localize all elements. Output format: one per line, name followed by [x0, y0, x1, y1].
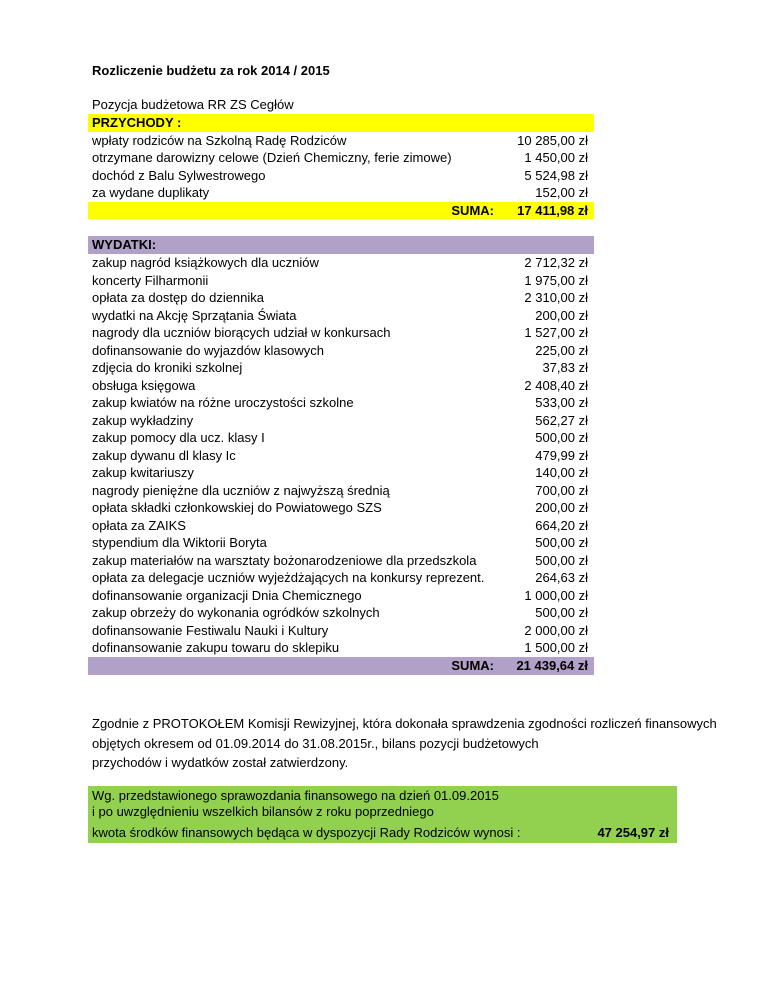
expense-row-amount: 500,00 zł: [535, 535, 588, 550]
expense-row-amount: 1 500,00 zł: [524, 640, 588, 655]
expense-row-label: zakup kwitariuszy: [92, 465, 194, 480]
income-row-amount: 152,00 zł: [535, 185, 588, 200]
expense-row-amount: 533,00 zł: [535, 395, 588, 410]
expenses-sum-label: SUMA:: [451, 657, 494, 673]
expense-row-label: dofinansowanie zakupu towaru do sklepiku: [92, 640, 340, 655]
income-row-label: za wydane duplikaty: [92, 185, 210, 200]
income-section: [88, 114, 594, 219]
expense-row: [88, 394, 594, 412]
expense-row-amount: 2 408,40 zł: [524, 377, 588, 393]
expense-row-amount: 500,00 zł: [535, 552, 588, 568]
expense-row-label: zakup kwiatów na różne uroczystości szkolne: [92, 395, 354, 410]
income-row-amount: 5 524,98 zł: [524, 167, 588, 183]
income-row: [88, 149, 594, 167]
expense-row-amount: 1 527,00 zł: [524, 325, 588, 340]
expense-row-label: dofinansowanie organizacji Dnia Chemicznego: [92, 587, 362, 603]
expense-row: [88, 534, 594, 552]
expense-row: [88, 517, 594, 535]
expense-row-amount: 37,83 zł: [542, 360, 588, 375]
expense-row-label: opłata za delegacje uczniów wyjeżdżających na konkursy reprezent.: [92, 570, 485, 585]
expense-row-label: zdjęcia do kroniki szkolnej: [92, 360, 243, 375]
expense-row-amount: 2 712,32 zł: [524, 255, 588, 270]
expenses-header: WYDATKI:: [88, 236, 594, 254]
expenses-sum-row: [88, 657, 594, 675]
budget-position-label: Pozycja budżetowa RR ZS Cegłów: [92, 97, 294, 112]
approval-note-line: objętych okresem od 01.09.2014 do 31.08.2015r., bilans pozycji budżetowych: [92, 735, 539, 751]
expense-row-label: koncerty Filharmonii: [92, 272, 209, 288]
expense-row-amount: 1 975,00 zł: [524, 272, 588, 288]
expense-row-label: stypendium dla Wiktorii Boryta: [92, 535, 267, 550]
expense-row-amount: 479,99 zł: [535, 447, 588, 463]
income-row-label: otrzymane darowizny celowe (Dzień Chemiczny, ferie zimowe): [92, 150, 452, 165]
funds-summary-line: Wg. przedstawionego sprawozdania finansowego na dzień 01.09.2015: [92, 788, 499, 803]
income-header: PRZYCHODY :: [88, 114, 594, 132]
funds-summary-intro: [92, 788, 499, 820]
expense-row: [88, 359, 594, 377]
expense-row-label: obsługa księgowa: [92, 377, 196, 393]
expense-row: [88, 429, 594, 447]
expense-row: [88, 342, 594, 360]
expense-row-label: zakup obrzeży do wykonania ogródków szkolnych: [92, 605, 380, 620]
expense-row-label: nagrody pieniężne dla uczniów z najwyższą średnią: [92, 482, 390, 498]
expense-row: [88, 604, 594, 622]
expense-row-label: dofinansowanie Festiwalu Nauki i Kultury: [92, 622, 329, 638]
income-sum-amount: 17 411,98 zł: [517, 202, 588, 218]
expense-row-amount: 225,00 zł: [535, 342, 588, 358]
expense-row-label: opłata składki członkowskiej do Powiatowego SZS: [92, 500, 382, 515]
expense-row-label: opłata za ZAIKS: [92, 517, 186, 533]
expense-row-label: zakup materiałów na warsztaty bożonarodzeniowe dla przedszkola: [92, 552, 477, 568]
expense-row-amount: 700,00 zł: [535, 482, 588, 498]
funds-summary-box: [88, 786, 677, 843]
funds-summary-label: kwota środków finansowych będąca w dyspozycji Rady Rodziców wynosi :: [92, 825, 521, 840]
expense-row-label: wydatki na Akcję Sprzątania Świata: [92, 307, 297, 323]
income-sum-label: SUMA:: [451, 202, 494, 218]
expense-row-amount: 562,27 zł: [535, 412, 588, 428]
expense-row: [88, 482, 594, 500]
expense-row: [88, 552, 594, 570]
expense-row-label: opłata za dostęp do dziennika: [92, 290, 265, 305]
income-row-label: dochód z Balu Sylwestrowego: [92, 167, 266, 183]
expense-row: [88, 587, 594, 605]
income-sum-row: [88, 202, 594, 220]
expense-row: [88, 272, 594, 290]
funds-summary-line: i po uwzględnieniu wszelkich bilansów z roku poprzedniego: [92, 804, 434, 819]
expense-row: [88, 412, 594, 430]
approval-note: [92, 714, 742, 773]
expense-row-amount: 200,00 zł: [535, 500, 588, 515]
expense-row-amount: 500,00 zł: [535, 430, 588, 445]
expense-row: [88, 377, 594, 395]
expenses-section: [88, 236, 594, 675]
expense-row: [88, 499, 594, 517]
income-row-amount: 10 285,00 zł: [517, 132, 588, 148]
approval-note-line: Zgodnie z PROTOKOŁEM Komisji Rewizyjnej, która dokonała sprawdzenia zgodności rozliczeń finansowych: [92, 716, 717, 731]
expense-row: [88, 622, 594, 640]
expense-row: [88, 324, 594, 342]
expense-row: [88, 464, 594, 482]
income-row: [88, 167, 594, 185]
expense-row-label: zakup dywanu dl klasy Ic: [92, 447, 236, 463]
income-row-amount: 1 450,00 zł: [524, 150, 588, 165]
expense-row-label: zakup wykładziny: [92, 412, 194, 428]
expense-row: [88, 447, 594, 465]
expense-row-amount: 1 000,00 zł: [524, 587, 588, 603]
expense-row-label: dofinansowanie do wyjazdów klasowych: [92, 342, 324, 358]
income-row: [88, 184, 594, 202]
expense-row-label: zakup nagród książkowych dla uczniów: [92, 255, 319, 270]
expense-row: [88, 307, 594, 325]
expense-row-amount: 2 310,00 zł: [524, 290, 588, 305]
expense-row-amount: 200,00 zł: [535, 307, 588, 323]
document-title: Rozliczenie budżetu za rok 2014 / 2015: [92, 63, 330, 78]
expense-row-label: nagrody dla uczniów biorących udział w konkursach: [92, 325, 391, 340]
expense-row-amount: 264,63 zł: [535, 570, 588, 585]
expense-row-label: zakup pomocy dla ucz. klasy I: [92, 430, 265, 445]
expense-row: [88, 289, 594, 307]
income-row: [88, 132, 594, 150]
funds-summary-total: 47 254,97 zł: [597, 825, 669, 840]
expense-row: [88, 569, 594, 587]
approval-note-line: przychodów i wydatków został zatwierdzony.: [92, 755, 349, 770]
expense-row-amount: 500,00 zł: [535, 605, 588, 620]
income-row-label: wpłaty rodziców na Szkolną Radę Rodziców: [92, 132, 347, 148]
expense-row-amount: 664,20 zł: [535, 517, 588, 533]
expense-row: [88, 254, 594, 272]
expense-row-amount: 2 000,00 zł: [524, 622, 588, 638]
expenses-sum-amount: 21 439,64 zł: [516, 657, 588, 673]
expense-row-amount: 140,00 zł: [535, 465, 588, 480]
expense-row: [88, 639, 594, 657]
